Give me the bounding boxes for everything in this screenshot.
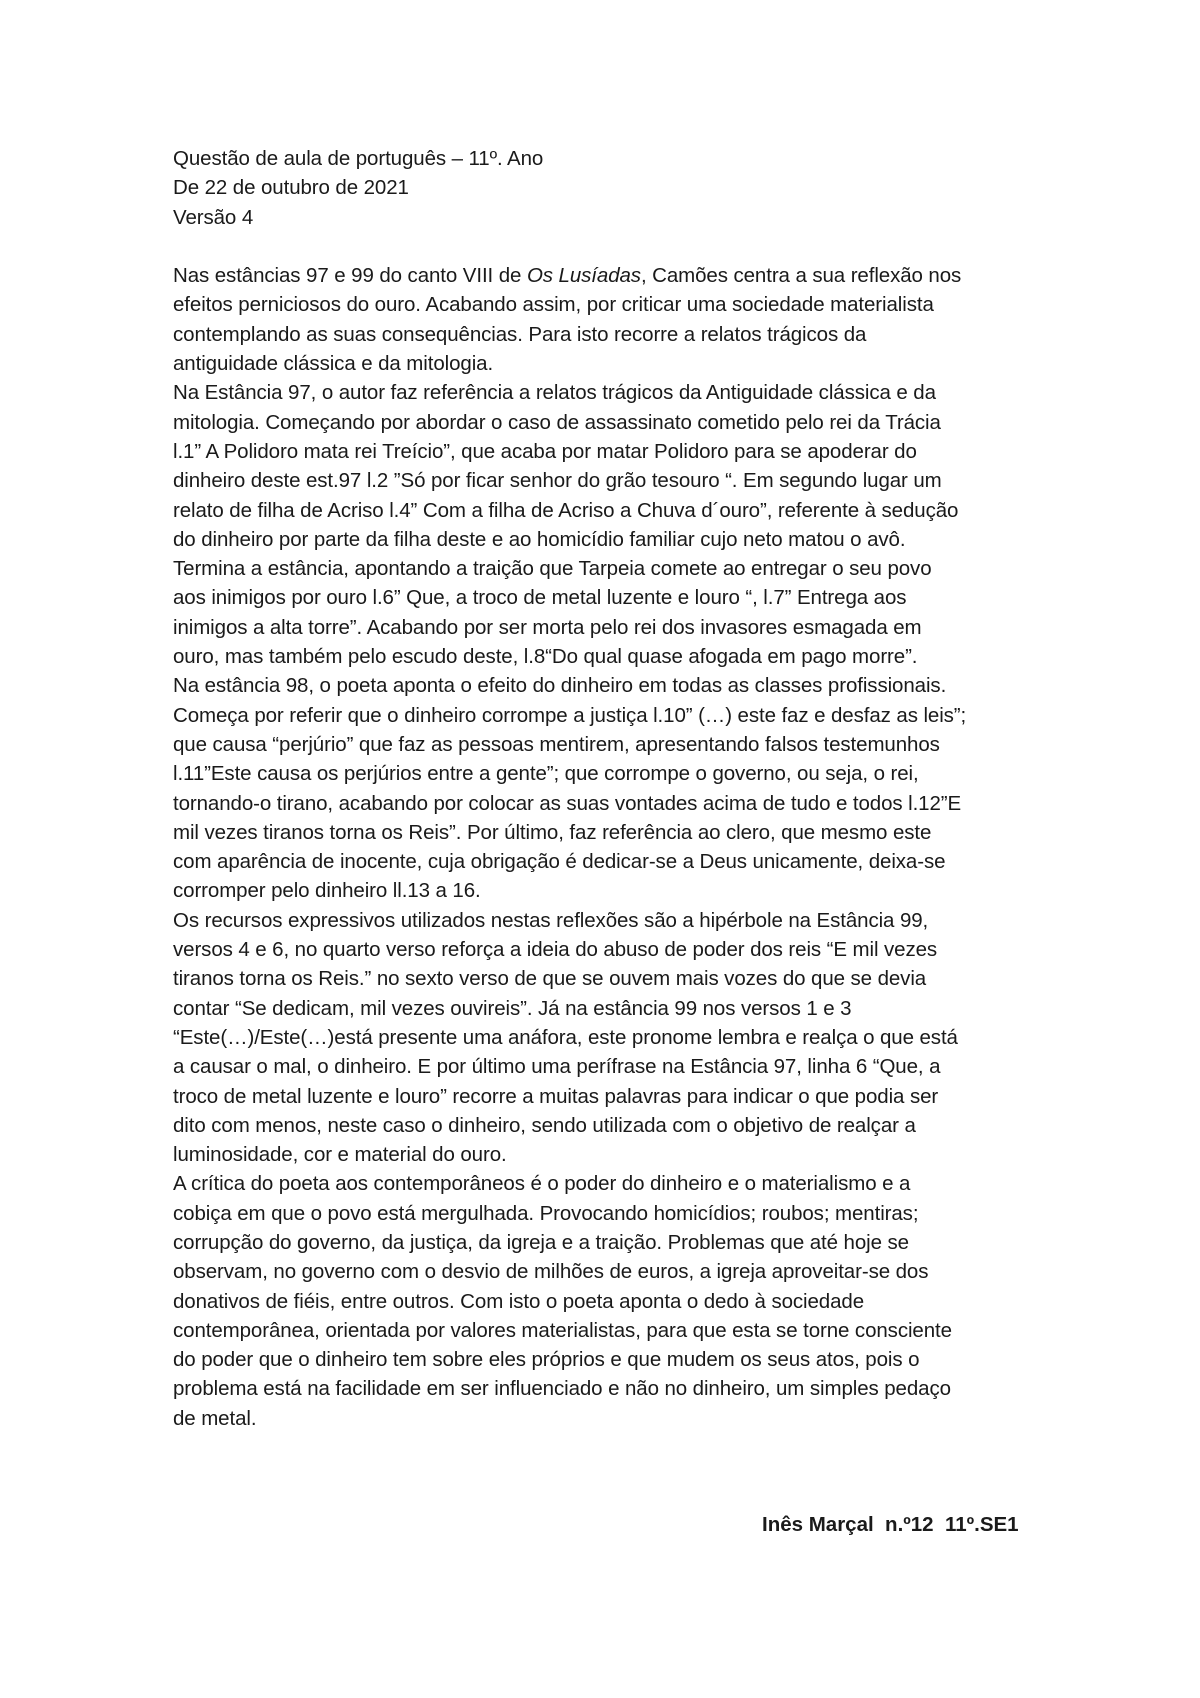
book-title: Os Lusíadas bbox=[526, 264, 641, 288]
intro-after-title: , Camões centra a sua reflexão nos bbox=[640, 264, 962, 288]
text-line: mitologia. Começando por abordar o caso de assassinato cometido pelo rei da Trácia bbox=[173, 410, 941, 434]
text-line: tornando-o tirano, acabando por colocar as suas vontades acima de tudo e todos l.12”E bbox=[173, 791, 962, 815]
text-line: a causar o mal, o dinheiro. E por último uma perífrase na Estância 97, linha 6 “Que, a bbox=[173, 1055, 941, 1079]
text-line: l.11”Este causa os perjúrios entre a gente”; que corrompe o governo, ou seja, o rei, bbox=[173, 762, 919, 786]
text-line: luminosidade, cor e material do ouro. bbox=[173, 1143, 507, 1167]
text-line: contemporânea, orientada por valores materialistas, para que esta se torne consciente bbox=[173, 1318, 952, 1342]
text-line: versos 4 e 6, no quarto verso reforça a ideia do abuso de poder dos reis “E mil vezes bbox=[173, 938, 938, 962]
text-line: aos inimigos por ouro l.6” Que, a troco de metal luzente e louro “, l.7” Entrega aos bbox=[173, 586, 907, 610]
student-signature: Inês Marçal n.º12 11º.SE1 bbox=[762, 1513, 1019, 1536]
text-line: donativos de fiéis, entre outros. Com isto o poeta aponta o dedo à sociedade bbox=[173, 1289, 865, 1313]
blank-line bbox=[173, 232, 1053, 261]
text-line: contar “Se dedicam, mil vezes ouvireis”. Já na estância 99 nos versos 1 e 3 bbox=[173, 996, 852, 1020]
document-title: Questão de aula de português – 11º. Ano bbox=[173, 147, 544, 170]
text-line: Na estância 98, o poeta aponta o efeito do dinheiro em todas as classes profissionais. bbox=[173, 674, 947, 698]
text-line: problema está na facilidade em ser influenciado e não no dinheiro, um simples pedaço bbox=[173, 1377, 951, 1401]
text-line: contemplando as suas consequências. Para isto recorre a relatos trágicos da bbox=[173, 322, 867, 346]
text-line: que causa “perjúrio” que faz as pessoas mentirem, apresentando falsos testemunhos bbox=[173, 732, 940, 756]
text-line: de metal. bbox=[173, 1406, 257, 1430]
text-line: do dinheiro por parte da filha deste e ao homicídio familiar cujo neto matou o avô. bbox=[173, 527, 906, 551]
document-body bbox=[173, 144, 1053, 1433]
intro-before-title: Nas estâncias 97 e 99 do canto VIII de bbox=[173, 264, 527, 288]
text-line: Começa por referir que o dinheiro corrompe a justiça l.10” (…) este faz e desfaz as leis”; bbox=[173, 703, 967, 727]
text-line: A crítica do poeta aos contemporâneos é o poder do dinheiro e o materialismo e a bbox=[173, 1172, 911, 1196]
text-line: com aparência de inocente, cuja obrigação é dedicar-se a Deus unicamente, deixa-se bbox=[173, 850, 946, 874]
text-line: observam, no governo com o desvio de milhões de euros, a igreja aproveitar-se dos bbox=[173, 1260, 929, 1284]
text-line: do poder que o dinheiro tem sobre eles próprios e que mudem os seus atos, pois o bbox=[173, 1348, 920, 1372]
text-line: efeitos perniciosos do ouro. Acabando assim, por criticar uma sociedade materialista bbox=[173, 293, 934, 317]
text-line: troco de metal luzente e louro” recorre a muitas palavras para indicar o que podia ser bbox=[173, 1084, 939, 1108]
text-line: dinheiro deste est.97 l.2 ”Só por ficar senhor do grão tesouro “. Em segundo lugar um bbox=[173, 469, 942, 493]
text-line: ouro, mas também pelo escudo deste, l.8“Do qual quase afogada em pago morre”. bbox=[173, 645, 918, 669]
text-line: Os recursos expressivos utilizados nestas reflexões são a hipérbole na Estância 99, bbox=[173, 908, 929, 932]
text-line: mil vezes tiranos torna os Reis”. Por último, faz referência ao clero, que mesmo este bbox=[173, 820, 932, 844]
text-line: dito com menos, neste caso o dinheiro, sendo utilizada com o objetivo de realçar a bbox=[173, 1113, 916, 1137]
text-line: corromper pelo dinheiro ll.13 a 16. bbox=[173, 879, 481, 903]
text-line: corrupção do governo, da justiça, da igreja e a traição. Problemas que até hoje se bbox=[173, 1230, 909, 1254]
text-line: Na Estância 97, o autor faz referência a relatos trágicos da Antiguidade clássica e da bbox=[173, 381, 936, 405]
essay-text bbox=[173, 290, 1053, 1433]
text-line: cobiça em que o povo está mergulhada. Provocando homicídios; roubos; mentiras; bbox=[173, 1201, 919, 1225]
document-date: De 22 de outubro de 2021 bbox=[173, 176, 409, 200]
text-line: l.1” A Polidoro mata rei Treício”, que acaba por matar Polidoro para se apoderar do bbox=[173, 439, 917, 463]
intro-line bbox=[173, 261, 1053, 290]
text-line: antiguidade clássica e da mitologia. bbox=[173, 352, 494, 376]
text-line: inimigos a alta torre”. Acabando por ser morta pelo rei dos invasores esmagada em bbox=[173, 615, 922, 639]
text-line: relato de filha de Acriso l.4” Com a filha de Acriso a Chuva d´ouro”, referente à sedução bbox=[173, 498, 959, 522]
text-line: Termina a estância, apontando a traição que Tarpeia comete ao entregar o seu povo bbox=[173, 557, 932, 581]
document-version: Versão 4 bbox=[173, 205, 254, 229]
text-line: “Este(…)/Este(…)está presente uma anáfora, este pronome lembra e realça o que está bbox=[173, 1025, 958, 1049]
text-line: tiranos torna os Reis.” no sexto verso de que se ouvem mais vozes do que se devia bbox=[173, 967, 927, 991]
